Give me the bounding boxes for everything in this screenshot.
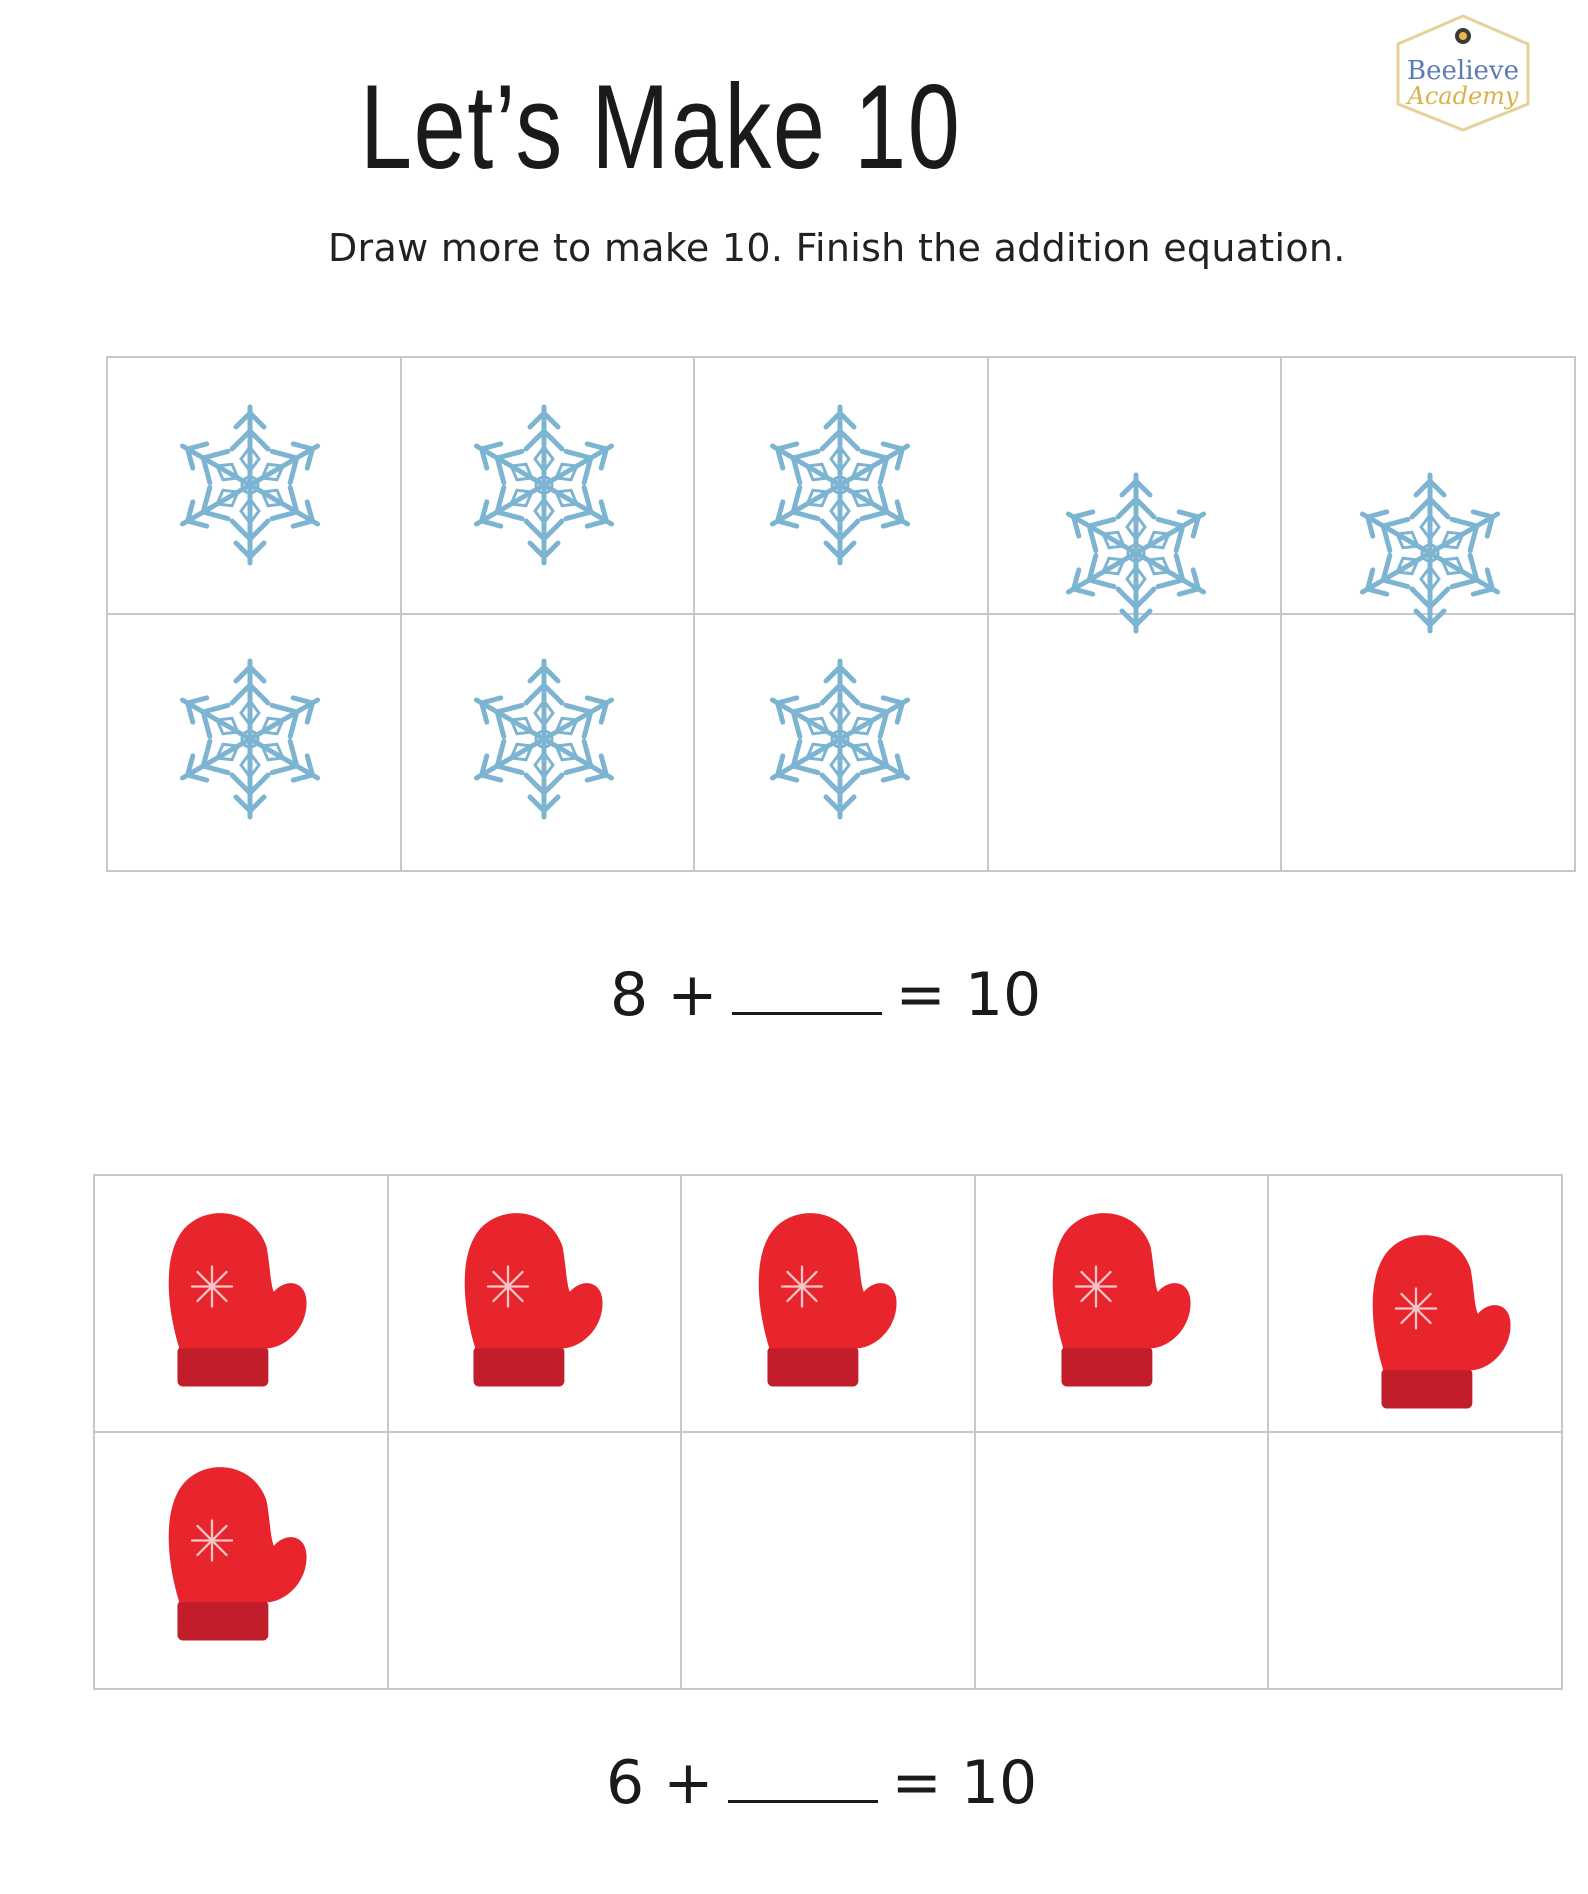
logo [1388, 12, 1538, 132]
mitten-icon [1036, 1196, 1196, 1406]
logo-script: Academy [1407, 82, 1519, 110]
snowflake-icon [166, 392, 334, 578]
snowflake-icon [166, 646, 334, 832]
equation-right: = 10 [895, 960, 1042, 1030]
answer-blank[interactable] [728, 1744, 878, 1803]
frame-cell[interactable] [988, 614, 1282, 871]
instructions: Draw more to make 10. Finish the addition equation. [328, 226, 1346, 270]
answer-blank[interactable] [732, 956, 882, 1015]
frame-cell[interactable] [388, 1432, 682, 1689]
worksheet-title: Let’s Make 10 [360, 60, 962, 194]
equation-left: 8 + [610, 960, 718, 1030]
frame-cell[interactable] [1268, 1432, 1562, 1689]
equation-1 [610, 956, 1041, 1030]
mitten-icon [152, 1196, 312, 1406]
snowflake-icon [756, 392, 924, 578]
frame-cell[interactable] [1281, 614, 1575, 871]
snowflake-icon [756, 646, 924, 832]
frame-cell[interactable] [681, 1432, 975, 1689]
equation-2 [606, 1744, 1037, 1818]
mitten-icon [742, 1196, 902, 1406]
snowflake-icon [460, 646, 628, 832]
equation-right: = 10 [891, 1748, 1038, 1818]
snowflake-icon [460, 392, 628, 578]
snowflake-icon [1052, 460, 1220, 646]
mitten-icon [1356, 1218, 1516, 1428]
mitten-icon [448, 1196, 608, 1406]
logo-wordmark: Beelieve [1407, 56, 1519, 86]
mitten-icon [152, 1450, 312, 1660]
snowflake-icon [1346, 460, 1514, 646]
equation-left: 6 + [606, 1748, 714, 1818]
frame-cell[interactable] [975, 1432, 1269, 1689]
